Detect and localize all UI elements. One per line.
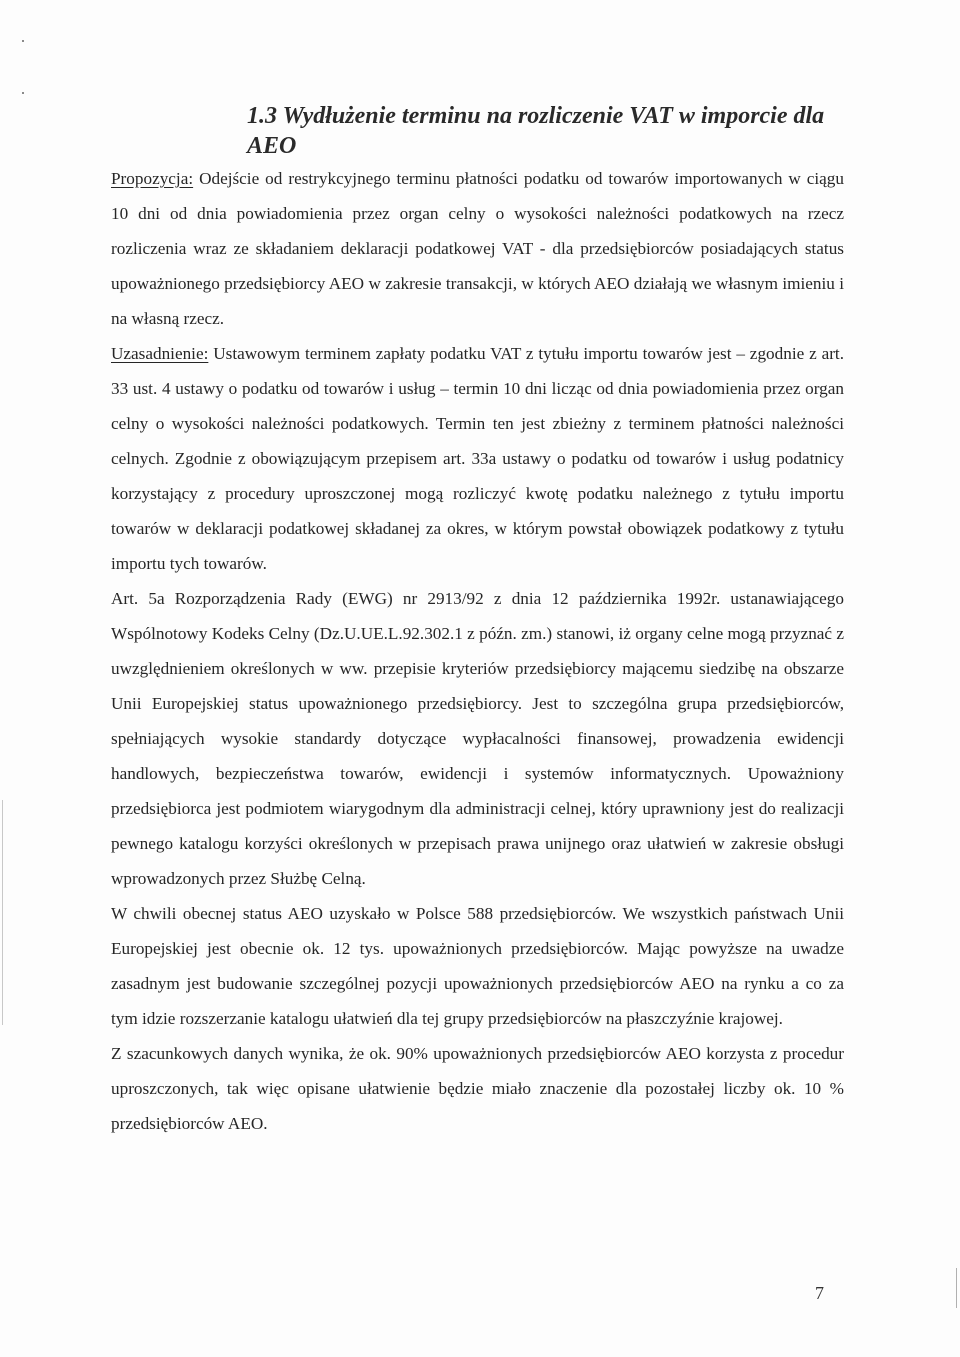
scan-mark-left-edge bbox=[22, 92, 24, 94]
scan-line-right bbox=[956, 1268, 957, 1308]
proposal-paragraph bbox=[111, 161, 844, 336]
justification-label: Uzasadnienie: bbox=[111, 344, 209, 363]
section-heading: 1.3 Wydłużenie terminu na rozliczenie VAT w imporcie dla AEO bbox=[247, 103, 825, 159]
document-body bbox=[111, 161, 844, 1141]
scan-line-left bbox=[2, 800, 3, 1025]
proposal-text: Odejście od restrykcyjnego terminu płatności podatku od towarów importowanych w ciągu 10 dni od dnia powiadomienia przez organ celny o wysokości należności podatkowych na rzecz rozliczenia wraz ze składaniem deklaracji podatkowej VAT - dla przedsiębiorców posiadających status upoważnionego przedsiębiorcy AEO w zakresie transakcji, w których AEO działają we własnym imieniu i na własną rzecz. bbox=[111, 169, 844, 328]
justification-paragraph bbox=[111, 336, 844, 581]
proposal-label: Propozycja: bbox=[111, 169, 194, 188]
body-paragraph-art5a: Art. 5a Rozporządzenia Rady (EWG) nr 2913/92 z dnia 12 października 1992r. ustanawiającego Wspólnotowy Kodeks Celny (Dz.U.UE.L.92.302.1 z późn. zm.) stanowi, iż organy celne mogą przyznać z uwzględnieniem określonych w ww. przepisie kryteriów przedsiębiorcy mającemu siedzibę na obszarze Unii Europejskiej status upoważnionego przedsiębiorcy. Jest to szczególna grupa przedsiębiorców, spełniających wysokie standardy dotyczące wypłacalności finansowej, prowadzenia ewidencji handlowych, bezpieczeństwa towarów, ewidencji i systemów informatycznych. Upoważniony przedsiębiorca jest podmiotem wiarygodnym dla administracji celnej, który uprawniony jest do realizacji pewnego katalogu korzyści określonych w przepisach prawa unijnego oraz ułatwień w zakresie obsługi wprowadzonych przez Służbę Celną. bbox=[111, 589, 844, 888]
page-number: 7 bbox=[815, 1283, 824, 1303]
body-paragraph-estimates: Z szacunkowych danych wynika, że ok. 90% upoważnionych przedsiębiorców AEO korzysta z procedur uproszczonych, tak więc opisane ułatwienie będzie miało znaczenie dla pozostałej liczby ok. 10 % przedsiębiorców AEO. bbox=[111, 1044, 844, 1133]
body-paragraph-aeo-count: W chwili obecnej status AEO uzyskało w Polsce 588 przedsiębiorców. We wszystkich państwach Unii Europejskiej jest obecnie ok. 12 tys. upoważnionych przedsiębiorców. Mając powyższe na uwadze zasadnym jest budowanie szczególnej pozycji upoważnionych przedsiębiorców AEO na rynku a co za tym idzie rozszerzanie katalogu ułatwień dla tej grupy przedsiębiorców na płaszczyźnie krajowej. bbox=[111, 904, 844, 1028]
scan-mark-top-left bbox=[22, 40, 24, 42]
justification-text: Ustawowym terminem zapłaty podatku VAT z tytułu importu towarów jest – zgodnie z art. 33 ust. 4 ustawy o podatku od towarów i usług – termin 10 dni licząc od dnia powiadomienia przez organ celny o wysokości należności podatkowych. Termin ten jest zbieżny z terminem płatności należności celnych. Zgodnie z obowiązującym przepisem art. 33a ustawy o podatku od towarów i usług podatnicy korzystający z procedury uproszczonej mogą rozliczyć kwotę podatku należnego z tytułu importu towarów w deklaracji podatkowej składanej za okres, w którym powstał obowiązek podatkowy z tytułu importu tych towarów. bbox=[111, 344, 844, 573]
